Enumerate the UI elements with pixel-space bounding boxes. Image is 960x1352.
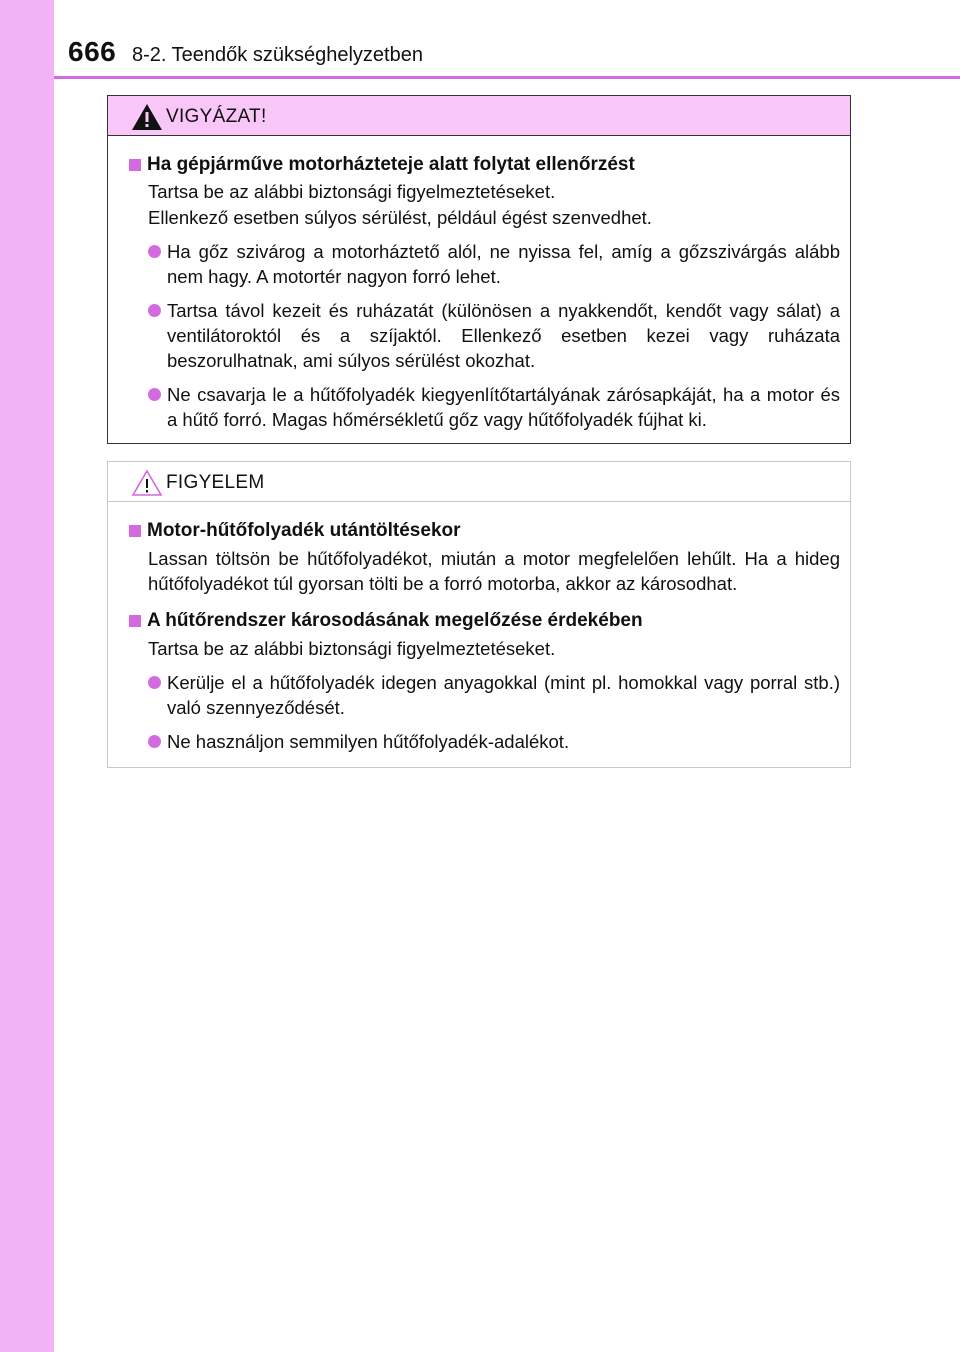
notice-heading-2-text: A hűtőrendszer károsodásának megelőzése érdekében (147, 610, 643, 631)
round-bullet-icon (148, 388, 161, 401)
notice-section2-intro: Tartsa be az alábbi biztonsági figyelmeztetéseket. (148, 638, 556, 659)
warning-bullet-text: Ne csavarja le a hűtőfolyadék kiegyenlítőtartályának zárósapkáját, ha a motor és a hűtő forró. Magas hőmérsékletű gőz vagy hűtőfolyadék fújhat ki. (167, 384, 840, 430)
notice-label: FIGYELEM (166, 472, 265, 493)
warning-label: VIGYÁZAT! (166, 106, 267, 127)
warning-box (107, 95, 851, 444)
page-number: 666 (68, 36, 117, 67)
warning-intro-line2: Ellenkező esetben súlyos sérülést, például égést szenvedhet. (148, 207, 652, 228)
round-bullet-icon (148, 304, 161, 317)
notice-bullet (148, 729, 840, 754)
notice-bullet-text: Ne használjon semmilyen hűtőfolyadék-adalékot. (167, 731, 570, 752)
notice-heading-2 (129, 608, 840, 634)
warning-heading (129, 152, 840, 178)
notice-heading-1-text: Motor-hűtőfolyadék utántöltésekor (147, 520, 461, 541)
side-tab-strip (0, 0, 54, 1352)
notice-section1-text: Lassan töltsön be hűtőfolyadékot, miután a motor megfelelően lehűlt. Ha a hideg hűtőfolyadékot túl gyorsan tölti be a forró motorba, akkor az károsodhat. (148, 548, 840, 594)
warning-bullet-text: Ha gőz szivárog a motorháztető alól, ne nyissa fel, amíg a gőzszivárgás alább nem hagy. A motortér nagyon forró lehet. (167, 241, 840, 287)
warning-bullet (148, 298, 840, 373)
warning-intro-line1: Tartsa be az alábbi biztonsági figyelmeztetéseket. (148, 181, 556, 202)
notice-bullet-text: Kerülje el a hűtőfolyadék idegen anyagokkal (mint pl. homokkal vagy porral stb.) való szennyeződését. (167, 672, 840, 718)
warning-triangle-outline-icon (130, 468, 164, 498)
notice-box-header (108, 462, 850, 502)
notice-box-body (108, 502, 850, 754)
notice-box (107, 461, 851, 768)
warning-box-body (108, 136, 850, 432)
header-rule (54, 76, 960, 79)
warning-triangle-icon (130, 102, 164, 132)
warning-bullet (148, 382, 840, 432)
round-bullet-icon (148, 676, 161, 689)
square-bullet-icon (129, 525, 141, 537)
warning-heading-text: Ha gépjárműve motorházteteje alatt folytat ellenőrzést (147, 154, 635, 175)
square-bullet-icon (129, 615, 141, 627)
warning-box-header (108, 96, 850, 136)
page-header (0, 0, 960, 80)
warning-bullet (148, 239, 840, 289)
notice-bullet (148, 670, 840, 720)
notice-heading-1 (129, 518, 840, 544)
section-title: 8-2. Teendők szükséghelyzetben (132, 44, 423, 66)
warning-bullet-text: Tartsa távol kezeit és ruházatát (különösen a nyakkendőt, kendőt vagy sálat) a ventilátoroktól és a szíjaktól. Ellenkező esetben kezei vagy ruházata beszorulhatnak, ami súlyos sérülést okozhat. (167, 300, 840, 371)
round-bullet-icon (148, 245, 161, 258)
square-bullet-icon (129, 159, 141, 171)
round-bullet-icon (148, 735, 161, 748)
